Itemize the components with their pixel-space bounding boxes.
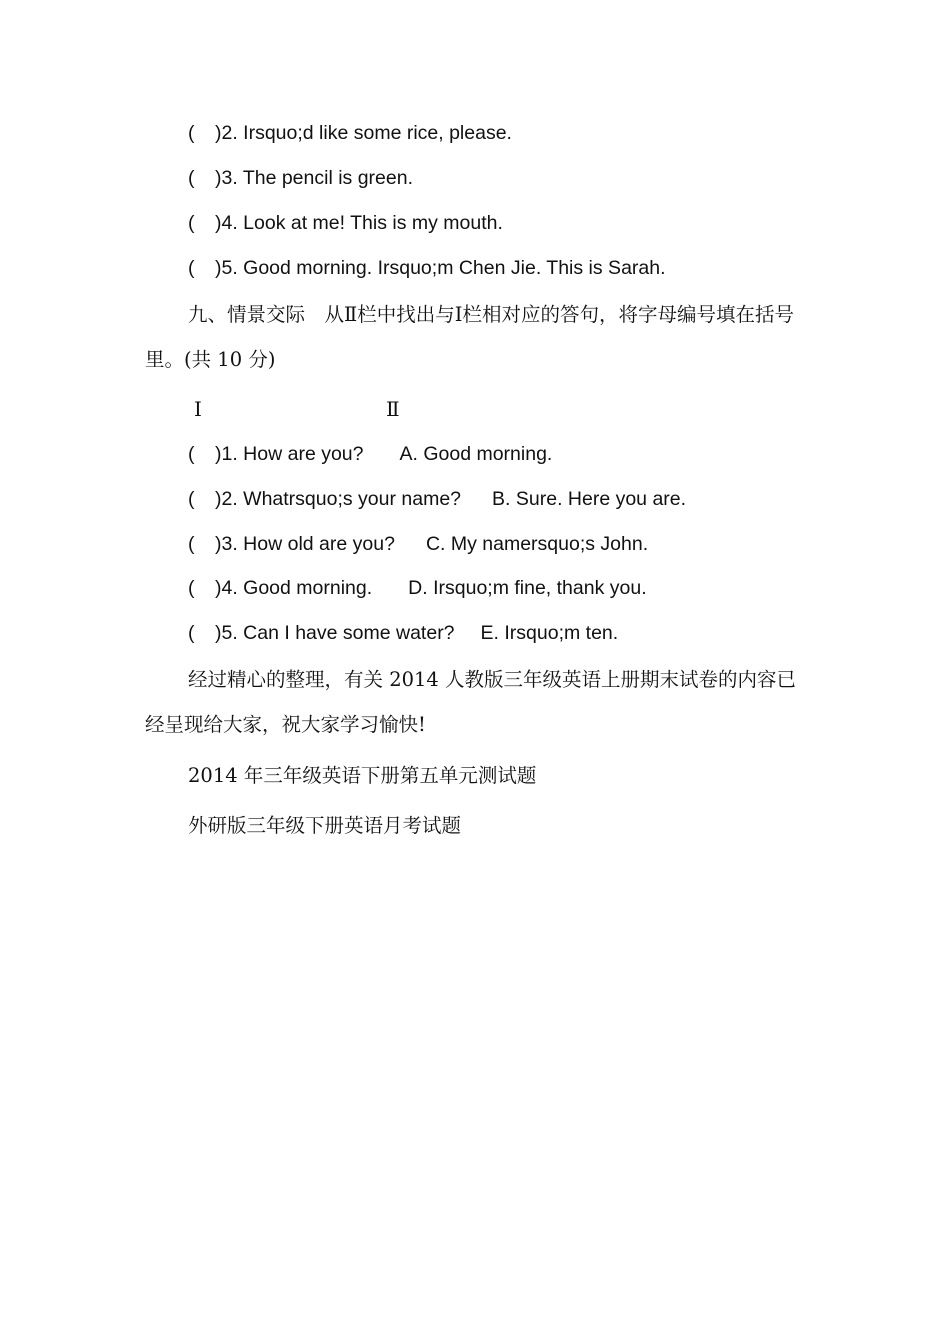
answer-text: C. My namersquo;s John. — [425, 533, 649, 555]
answer-paren: ( — [188, 167, 195, 189]
answer-text: E. Irsquo;m ten. — [480, 622, 619, 644]
answer-paren: ( — [188, 577, 195, 599]
section9-item-1 — [188, 440, 552, 468]
section9-instruction: 九、情景交际 从Ⅱ栏中找出与Ⅰ栏相对应的答句，将字母编号填在括号里。(共 10 分) — [145, 303, 794, 371]
column-1-header: Ⅰ — [194, 397, 202, 421]
answer-paren: ( — [188, 443, 195, 465]
section8-item-2 — [188, 119, 512, 147]
related-link-1[interactable]: 2014 年三年级英语下册第五单元测试题 — [188, 764, 537, 787]
answer-paren: ( — [188, 212, 195, 234]
question-text: )3. How old are you? — [215, 533, 395, 555]
related-link-2[interactable]: 外研版三年级下册英语月考试题 — [188, 814, 462, 837]
item-text: )4. Look at me! This is my mouth. — [215, 212, 503, 234]
answer-paren: ( — [188, 488, 195, 510]
section9-item-3 — [188, 530, 648, 558]
item-text: )3. The pencil is green. — [215, 167, 413, 189]
question-text: )1. How are you? — [215, 443, 364, 465]
item-text: )2. Irsquo;d like some rice, please. — [215, 122, 512, 144]
section8-item-3 — [188, 164, 413, 192]
answer-text: A. Good morning. — [399, 443, 553, 465]
question-text: )2. Whatrsquo;s your name? — [215, 488, 462, 510]
section9-item-4 — [188, 574, 647, 602]
column-2-header: Ⅱ — [386, 397, 400, 421]
question-text: )4. Good morning. — [215, 577, 373, 599]
item-text: )5. Good morning. Irsquo;m Chen Jie. This is Sarah. — [215, 257, 666, 279]
answer-paren: ( — [188, 257, 195, 279]
answer-paren: ( — [188, 622, 195, 644]
answer-text: D. Irsquo;m fine, thank you. — [408, 577, 647, 599]
answer-paren: ( — [188, 122, 195, 144]
question-text: )5. Can I have some water? — [215, 622, 455, 644]
closing-paragraph: 经过精心的整理，有关 2014 人教版三年级英语上册期末试卷的内容已经呈现给大家，祝大家学习愉快! — [145, 668, 797, 736]
section9-item-5 — [188, 619, 618, 647]
section8-item-5 — [188, 254, 666, 282]
section9-item-2 — [188, 485, 686, 513]
section8-item-4 — [188, 209, 503, 237]
answer-paren: ( — [188, 533, 195, 555]
answer-text: B. Sure. Here you are. — [492, 488, 687, 510]
